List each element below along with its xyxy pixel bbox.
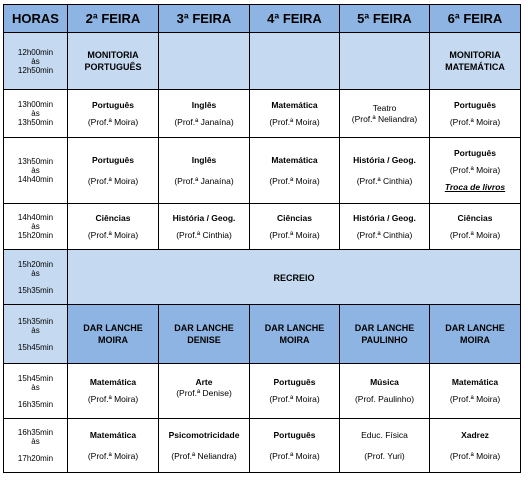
time-end: 15h45min [17, 342, 54, 352]
time-cell [4, 305, 68, 364]
teacher: (Prof.ª Moira) [87, 394, 139, 404]
teacher: (Prof.ª Neliandra) [171, 450, 237, 461]
header-horas: HORAS [4, 5, 68, 33]
teacher: (Prof.ª Moira) [269, 450, 320, 461]
time-end: 15h35min [17, 285, 54, 295]
time-cell [4, 204, 68, 250]
subject: Português [453, 99, 497, 110]
subject: Matemática [271, 99, 318, 110]
time-sep: às [31, 382, 40, 392]
teacher: (Prof.ª Moira) [269, 394, 320, 404]
schedule-cell [430, 419, 521, 473]
teacher: (Prof.ª Denise) [176, 388, 232, 398]
header-friday: 6ª FEIRA [430, 5, 521, 33]
time-cell [4, 90, 68, 138]
snack-duty: DAR LANCHE MOIRA [264, 323, 325, 345]
time-start: 14h40min [17, 213, 54, 222]
teacher: (Prof. Yuri) [364, 450, 405, 461]
schedule-cell [68, 138, 159, 204]
schedule-cell [68, 90, 159, 138]
schedule-cell [68, 33, 159, 90]
teacher: (Prof.ª Moira) [269, 116, 320, 127]
teacher: (Prof.ª Moira) [449, 229, 501, 240]
time-end: 12h50min [17, 65, 54, 75]
subject: Ciências [457, 212, 493, 223]
subject: Português [273, 429, 316, 440]
table-row [4, 138, 521, 204]
subject: Matemática [89, 429, 137, 440]
time-cell [4, 250, 68, 305]
schedule-cell [430, 204, 521, 250]
teacher: (Prof.ª Moira) [449, 394, 501, 404]
table-row [4, 364, 521, 419]
snack-cell [340, 305, 430, 364]
schedule-cell [340, 33, 430, 90]
schedule-cell [159, 33, 250, 90]
time-start: 15h35min [17, 316, 54, 326]
table-row [4, 419, 521, 473]
snack-duty: DAR LANCHE DENISE [174, 323, 234, 345]
recreio-cell [68, 250, 521, 305]
header-wednesday: 4ª FEIRA [250, 5, 340, 33]
subject: Inglês [191, 99, 217, 110]
subject: Ciências [95, 212, 131, 223]
book-swap-note: Troca de livros [444, 182, 506, 192]
time-end: 17h20min [17, 454, 54, 463]
table-row [4, 305, 521, 364]
header-monday: 2ª FEIRA [68, 5, 159, 33]
time-cell [4, 33, 68, 90]
time-sep: às [31, 268, 40, 278]
teacher: (Prof.ª Neliandra) [351, 113, 418, 124]
time-start: 15h45min [17, 373, 54, 383]
schedule-cell [159, 90, 250, 138]
snack-duty: DAR LANCHE MOIRA [83, 323, 143, 345]
schedule-cell [250, 204, 340, 250]
time-sep: às [31, 56, 40, 66]
schedule-cell [430, 364, 521, 419]
recreio-label: RECREIO [273, 273, 315, 283]
subject: Música [370, 377, 399, 387]
schedule-cell [250, 90, 340, 138]
header-tuesday: 3ª FEIRA [159, 5, 250, 33]
teacher: (Prof.ª Cinthia) [356, 229, 413, 240]
schedule-cell [159, 138, 250, 204]
time-end: 13h50min [17, 118, 54, 127]
subject: Português [273, 377, 316, 387]
schedule-cell [68, 204, 159, 250]
schedule-cell [340, 364, 430, 419]
subject: Português [91, 154, 135, 165]
schedule-cell [250, 33, 340, 90]
teacher: (Prof.ª Moira) [449, 450, 501, 461]
time-cell [4, 138, 68, 204]
schedule-cell [430, 33, 521, 90]
subject: Xadrez [461, 429, 489, 440]
subject: História / Geog. [353, 212, 416, 223]
table-row [4, 90, 521, 138]
time-start: 15h20min [17, 259, 54, 269]
schedule-cell [430, 138, 521, 204]
time-end: 16h35min [17, 399, 54, 409]
schedule-cell [250, 364, 340, 419]
teacher: (Prof.ª Moira) [269, 175, 320, 186]
schedule-table [3, 4, 521, 473]
teacher: (Prof.ª Moira) [87, 116, 139, 127]
time-start: 13h00min [17, 100, 54, 109]
header-thursday: 5ª FEIRA [340, 5, 430, 33]
subject: Inglês [191, 154, 217, 165]
teacher: (Prof.ª Cinthia) [356, 175, 413, 186]
subject: Português [453, 148, 497, 158]
schedule-cell [340, 138, 430, 204]
teacher: (Prof. Paulinho) [354, 394, 415, 404]
schedule-cell [159, 419, 250, 473]
subject: Matemática [89, 377, 137, 387]
schedule-cell [159, 364, 250, 419]
teacher: (Prof.ª Cinthia) [176, 229, 232, 240]
time-sep: às [31, 437, 40, 446]
schedule-cell [68, 419, 159, 473]
time-sep: às [31, 109, 40, 118]
teacher: (Prof.ª Moira) [449, 165, 501, 175]
schedule-cell [250, 419, 340, 473]
teacher: (Prof.ª Janaína) [174, 116, 234, 127]
time-cell [4, 364, 68, 419]
snack-cell [159, 305, 250, 364]
subject: Psicomotricidade [168, 429, 240, 440]
snack-cell [250, 305, 340, 364]
subject: História / Geog. [172, 212, 236, 223]
subject: Matemática [271, 154, 318, 165]
table-row [4, 204, 521, 250]
table-row [4, 250, 521, 305]
teacher: (Prof.ª Moira) [87, 450, 139, 461]
monitoria-label: MONITORIA PORTUGUÊS [84, 50, 142, 72]
time-sep: às [31, 166, 40, 175]
schedule-cell [159, 204, 250, 250]
schedule-cell [340, 419, 430, 473]
time-end: 15h20min [17, 231, 54, 240]
subject: Português [91, 99, 135, 110]
schedule-cell [250, 138, 340, 204]
time-start: 16h35min [17, 428, 54, 437]
time-start: 12h00min [17, 47, 54, 57]
schedule-cell [340, 204, 430, 250]
table-row [4, 33, 521, 90]
subject: Matemática [451, 377, 499, 387]
time-sep: às [31, 325, 40, 335]
subject: Ciências [277, 212, 312, 223]
snack-duty: DAR LANCHE MOIRA [445, 323, 505, 345]
schedule-cell [340, 90, 430, 138]
monitoria-label: MONITORIA MATEMÁTICA [445, 50, 505, 72]
snack-cell [430, 305, 521, 364]
subject: Educ. Física [361, 429, 408, 440]
schedule-cell [430, 90, 521, 138]
time-end: 14h40min [17, 175, 54, 184]
teacher: (Prof.ª Moira) [269, 229, 320, 240]
subject: Teatro [372, 102, 397, 113]
teacher: (Prof.ª Janaína) [174, 175, 234, 186]
snack-cell [68, 305, 159, 364]
teacher: (Prof.ª Moira) [87, 229, 139, 240]
subject: Arte [195, 377, 213, 387]
time-sep: às [31, 222, 40, 231]
time-cell [4, 419, 68, 473]
teacher: (Prof.ª Moira) [449, 116, 501, 127]
header-row [4, 5, 521, 33]
subject: História / Geog. [353, 154, 416, 165]
snack-duty: DAR LANCHE PAULINHO [354, 323, 415, 345]
schedule-cell [68, 364, 159, 419]
teacher: (Prof.ª Moira) [87, 175, 139, 186]
time-start: 13h50min [17, 157, 54, 166]
